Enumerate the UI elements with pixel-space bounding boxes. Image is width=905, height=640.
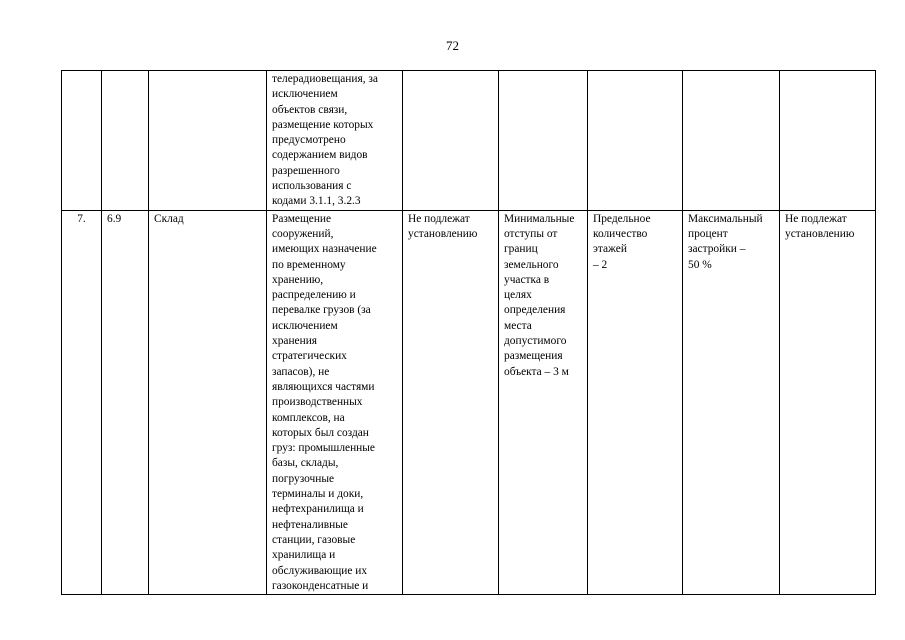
row-setbacks — [504, 212, 583, 380]
cell-index — [62, 71, 102, 211]
text-line: предусмотрено — [272, 134, 346, 147]
page-number: 72 — [446, 38, 459, 53]
table-row-7 — [62, 210, 876, 594]
text-line: Размещение — [272, 212, 332, 225]
text-line: участка в — [504, 273, 550, 286]
row-floors — [593, 212, 678, 273]
cell-description — [267, 210, 403, 594]
text-line: исключением — [272, 88, 338, 101]
text-line: перевалке грузов (за — [272, 304, 371, 317]
text-line: Максимальный — [688, 212, 763, 225]
text-line: места — [504, 319, 532, 332]
text-line: использования с — [272, 180, 352, 193]
text-line: телерадиовещания, за — [272, 73, 378, 85]
text-line: объекта – 3 м — [504, 365, 569, 378]
text-line: целях — [504, 289, 532, 302]
text-line: по временному — [272, 258, 346, 271]
text-line: базы, склады, — [272, 457, 339, 470]
text-line: хранения — [272, 335, 318, 348]
text-line: станции, газовые — [272, 533, 356, 546]
text-line: которых был создан — [272, 426, 369, 439]
text-line: груз: промышленные — [272, 442, 375, 455]
text-line: нефтеналивные — [272, 518, 348, 531]
text-line: хранилища и — [272, 549, 336, 562]
cell-setbacks — [499, 210, 588, 594]
row-name: Склад — [149, 210, 267, 594]
cell-coverage — [683, 210, 780, 594]
text-line: объектов связи, — [272, 103, 348, 116]
cell-description — [267, 71, 403, 211]
cell-other — [780, 210, 876, 594]
text-line: допустимого — [504, 335, 567, 348]
table-row-continuation — [62, 71, 876, 211]
cell-floors — [588, 71, 683, 211]
text-line: количество — [593, 227, 648, 240]
text-line: Не подлежат — [785, 212, 847, 225]
text-line: размещения — [504, 350, 563, 363]
text-line: определения — [504, 304, 566, 317]
cell-plot-size — [403, 210, 499, 594]
text-line: Не подлежат — [408, 212, 470, 225]
text-line: стратегических — [272, 350, 347, 363]
text-line: хранению, — [272, 273, 324, 286]
text-line: отступы от — [504, 227, 558, 240]
cell-code — [102, 71, 149, 211]
text-line: установлению — [408, 227, 478, 240]
text-line: сооружений, — [272, 227, 334, 240]
text-line: Минимальные — [504, 212, 575, 225]
cell-coverage — [683, 71, 780, 211]
row-index: 7. — [62, 210, 102, 594]
text-line: комплексов, на — [272, 411, 345, 424]
cell-floors — [588, 210, 683, 594]
text-line: обслуживающие их — [272, 564, 368, 577]
text-line: производственных — [272, 396, 363, 409]
text-line: терминалы и доки, — [272, 488, 364, 501]
text-line: разрешенного — [272, 164, 340, 177]
cell-name — [149, 71, 267, 211]
cell-other — [780, 71, 876, 211]
row-plot-size — [408, 212, 494, 243]
text-line: земельного — [504, 258, 559, 271]
text-line: установлению — [785, 227, 855, 240]
text-line: имеющих назначение — [272, 243, 377, 256]
regulations-table — [61, 70, 876, 595]
text-line: Предельное — [593, 212, 651, 225]
text-line: погрузочные — [272, 472, 335, 485]
row-coverage — [688, 212, 775, 273]
text-line: нефтехранилища и — [272, 503, 364, 516]
text-line: распределению и — [272, 289, 356, 302]
text-line: 50 % — [688, 258, 712, 271]
text-line: границ — [504, 243, 538, 256]
text-line: газоконденсатные и — [272, 579, 369, 592]
row-description — [272, 212, 398, 594]
row-other — [785, 212, 871, 243]
text-line: исключением — [272, 319, 338, 332]
row-code: 6.9 — [102, 210, 149, 594]
text-line: процент — [688, 227, 728, 240]
cell-plot-size — [403, 71, 499, 211]
continuation-description — [272, 72, 398, 210]
cell-setbacks — [499, 71, 588, 211]
text-line: размещение которых — [272, 118, 374, 131]
text-line: запасов), не — [272, 365, 330, 378]
text-line: этажей — [593, 243, 627, 256]
text-line: кодами 3.1.1, 3.2.3 — [272, 195, 361, 208]
text-line: являющихся частями — [272, 380, 375, 393]
text-line: содержанием видов — [272, 149, 368, 162]
text-line: застройки – — [688, 243, 746, 256]
text-line: – 2 — [593, 258, 608, 271]
